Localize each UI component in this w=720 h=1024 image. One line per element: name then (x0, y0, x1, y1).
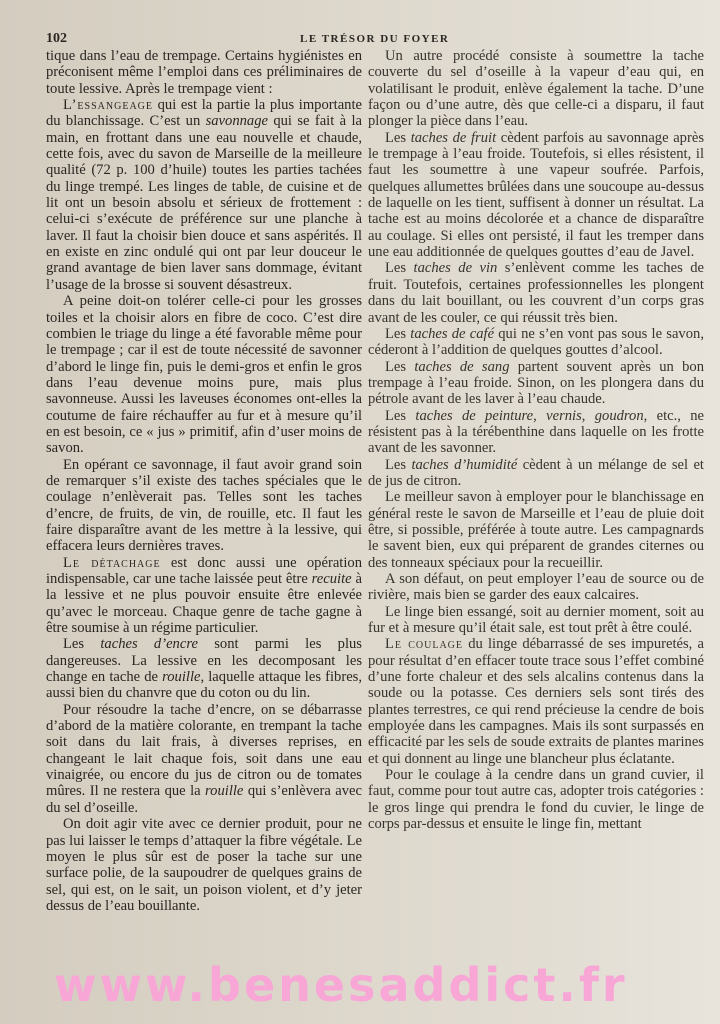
italic-term: taches de sang (414, 358, 510, 375)
text-run: A son défaut, on peut employer l’eau de source ou de rivière, mais bien se garder des eaux calcaires. (368, 571, 704, 604)
left-column (46, 48, 362, 914)
text-run: tique dans l’eau de trempage. Certains hygiénistes en préconisent même l’emploi dans ces préliminaires de toute lessive. Après le trempage vient : (46, 48, 362, 97)
paragraph (46, 555, 362, 637)
text-run: On doit agir vite avec ce dernier produit, pour ne pas lui laisser le temps d’attaquer la fibre végétale. Le moyen le plus sûr est de poser la tache sur une surface polie, de la saupoudrer de quelques grains de sel, qui est, on le sait, un poison violent, et d’y jeter dessus de l’eau bouillante. (46, 816, 362, 914)
text-run: En opérant ce savonnage, il faut avoir grand soin de remarquer s’il existe des taches spéciales que le coulage n’enlèverait pas. Telles sont les taches d’encre, de fruits, de vin, de rouille, etc. Il faut les faire disparaître avant de les mettre à la lessive, qui effacera leurs dernières traves. (46, 456, 362, 555)
text-run: Pour résoudre la tache d’encre, on se débarrasse d’abord de la matière colorante, en trempant la tache soit dans du lait frais, à diverses reprises, en changeant le lait chaque fois, soit dans une eau vinaigrée, ou encore du jus de citron ou de tomates mûres. Il ne restera que la (46, 701, 362, 800)
text-run: partent souvent après un bon trempage à l’eau froide. Sinon, on les plongera dans du pétrole avant de les laver à l’eau chaude. (368, 358, 704, 408)
italic-term: recuite (311, 571, 352, 587)
page-number: 102 (46, 31, 67, 46)
section-heading: Le détachage (63, 554, 161, 571)
text-run: cèdent parfois au savonnage après le trempage à l’eau froide. Toutefois, si elles résistent, il faut les soumettre à une vapeur soufrée. Parfois, quelques allumettes brûlées dans une soucoupe au-dessus de laquelle on les tient, suffisent à donner un résultat. La tache est au moins décolorée et a chance de disparaître au coulage. Si elles ont persisté, il faut les tremper dans une eau additionnée de quelques gouttes d’eau de Javel. (368, 129, 704, 261)
paragraph (46, 457, 362, 555)
text-run: Pour le coulage à la cendre dans un grand cuvier, il faut, comme pour tout autre cas, adopter trois catégories : le gros linge qui prendra le fond du cuvier, le linge de corps par-dessus et ensuite le linge fin, mettant (368, 767, 704, 833)
paragraph (368, 767, 704, 832)
text-run: Les (385, 358, 415, 375)
italic-term: rouille (205, 783, 244, 800)
paragraph (46, 702, 362, 816)
text-run: , (533, 407, 547, 424)
italic-term: vernis (546, 407, 582, 424)
text-run: Les (385, 456, 412, 473)
text-run: Les (385, 407, 416, 424)
italic-term: taches de café (410, 325, 495, 342)
running-title: LE TRÉSOR DU FOYER (300, 33, 450, 45)
section-heading: Le coulage (385, 636, 463, 653)
italic-term: taches de fruit (410, 129, 497, 146)
paragraph (368, 408, 704, 457)
text-run: A peine doit-on tolérer celle-ci pour les grosses toiles et la choisir alors en fibre de coco. C’est dire combien le triage du linge a été favorable même pour le trempage ; car il est de toute nécessité de savonner d’abord le linge fin, puis le demi-gros et enfin le gros dans l’eau devenue moins pure, mais plus savonneuse. Aussi les laveuses économes ont-elles la coutume de faire réchauffer au fur et à mesure qu’il en est besoin, ce « jus » primitif, afin d’user moins de savon. (46, 293, 362, 457)
text-run: Les (385, 260, 414, 277)
text-run: Le meilleur savon à employer pour le blanchissage en général reste le savon de Marseille et l’eau de pluie doit être, si possible, préférée à toute autre. Les campagnards le savent bien, eux qui préparent de grandes citernes ou des tonneaux spéciaux pour la recueillir. (368, 489, 704, 571)
text-run: Le linge bien essangé, soit au dernier moment, soit au fur et à mesure qu’il était sale, est tout prêt à être coulé. (368, 603, 704, 637)
paragraph (368, 489, 704, 571)
text-run: à la lessive et ne plus pouvoir ensuite être enlevée qu’avec le morceau. Chaque genre de tache gagne à être soumise à un régime particulier. (46, 571, 362, 637)
paragraph (368, 326, 704, 359)
italic-term: taches de peinture (415, 407, 534, 424)
right-column (368, 48, 704, 833)
paragraph (368, 130, 704, 261)
paragraph (46, 636, 362, 701)
text-run: du linge débarrassé de ses impuretés, a pour résultat d’en effacer toute trace sous l’effet combiné d’une forte chaleur et des sels alcalins contenus dans la soude ou la potasse. Ces derniers sels sont tirés des plantes terrestres, ce qui rend précieuse la cendre de bois employée dans les campagnes. Mais ils sont surpassés en efficacité par les sels de soude extraits de plantes marines et qui donnent au linge une blancheur plus éclatante. (368, 636, 704, 767)
text-run: qui ne s’en vont pas sous le savon, céderont à l’addition de quelques gouttes d’alcool. (368, 325, 704, 359)
text-run: s’enlèvent comme les taches de fruit. Toutefois, certaines professionnelles les plongent dans du lait bouillant, ou les couvrent d’un corps gras avant de les couler, ce qui réussit très bien. (368, 260, 704, 326)
paragraph (46, 48, 362, 97)
italic-term: taches d’humidité (411, 456, 518, 473)
text-run: , etc., ne résistent pas à la térébenthine dans laquelle on les frotte avant de les savonner. (368, 407, 704, 457)
italic-term: savonnage (205, 113, 268, 130)
italic-term: taches de vin (413, 260, 498, 277)
text-run: est donc aussi une opération indispensable, car une tache laissée peut être (46, 554, 362, 587)
paragraph (368, 260, 704, 325)
text-run: qui se fait à la main, en frottant dans une eau nouvelle et chaude, cette fois, avec du savon de Marseille de la meilleure qualité (72 p. 100 d’huile) toutes les parties tachées du linge trempé. Les linges de table, de cuisine et de lit ont un besoin absolu et sérieux de frottement : celui-ci s’exécute de préférence sur une planche à laver. Il faut la choisir bien douce et sans aspérités. Il en existe en zinc ondulé qui ont par leur douceur le grand avantage de bien laver sans dommage, évitant l’usage de la brosse si souvent désastreux. (46, 113, 362, 293)
section-heading: L’essangeage (63, 97, 153, 114)
text-run: qui est la partie la plus importante du blanchissage. C’est un (46, 97, 362, 130)
paragraph (368, 457, 704, 490)
text-run: Les (385, 325, 411, 342)
paragraph (46, 97, 362, 293)
text-run: sont parmi les plus dangereuses. La lessive en les decomposant les change en tache de (46, 636, 362, 686)
italic-term: goudron (594, 407, 644, 424)
text-run: cèdent à un mélange de sel et de jus de citron. (368, 456, 704, 489)
watermark: www.benesaddict.fr (54, 958, 628, 1012)
paragraph (46, 293, 362, 456)
italic-term: rouille (162, 669, 201, 686)
text-run: , laquelle attaque les fibres, aussi bien du chanvre que du coton ou du lin. (46, 669, 362, 702)
paragraph (368, 571, 704, 604)
text-run: , (581, 407, 595, 424)
italic-term: taches d’encre (100, 636, 198, 653)
text-run: Les (63, 636, 101, 653)
text-run: qui s’enlèvera avec du sel d’oseille. (46, 783, 363, 816)
text-run: Les (385, 129, 411, 146)
paragraph (368, 604, 704, 637)
text-run: Un autre procédé consiste à soumettre la tache couverte du sel d’oseille à la vapeur d’eau qui, en volatilisant le produit, enlève également la tache. D’une façon ou d’une autre, dès que celle-ci a disparu, il faut plonger la pièce dans l’eau. (368, 48, 704, 130)
paragraph (368, 636, 704, 767)
paragraph (368, 48, 704, 130)
paragraph (368, 359, 704, 408)
paragraph (46, 816, 362, 914)
